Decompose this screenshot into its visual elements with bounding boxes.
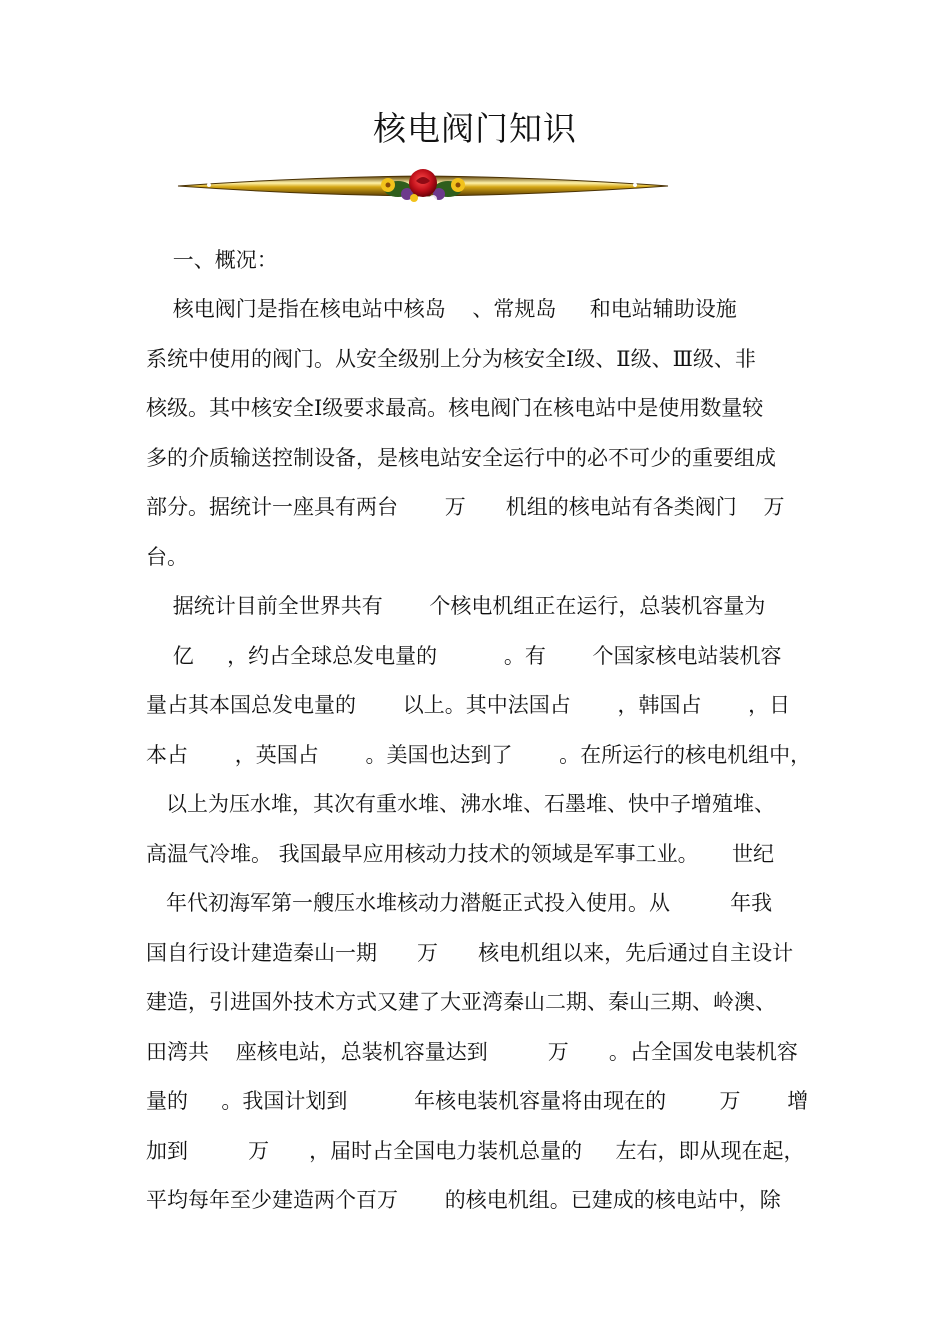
text-line: 部分。据统计一座具有两台 万 机组的核电站有各类阀门 万	[146, 495, 785, 519]
text-line: 系统中使用的阀门。从安全级别上分为核安全Ⅰ级、Ⅱ级、Ⅲ级、非	[146, 347, 756, 371]
text-line: 加到 万 ，届时占全国电力装机总量的 左右，即从现在起，	[146, 1139, 805, 1163]
text-line: 多的介质输送控制设备，是核电站安全运行中的必不可少的重要组成	[146, 446, 776, 470]
text-line: 一、概况：	[146, 248, 278, 272]
flower-bouquet-icon	[381, 169, 465, 203]
text-line: 量的 。我国计划到 年核电装机容量将由现在的 万 增	[146, 1089, 809, 1113]
text-line: 年代初海军第一艘压水堆核动力潜艇正式投入使用。从 年我	[146, 891, 773, 915]
text-line: 核电阀门是指在核电站中核岛 、常规岛 和电站辅助设施	[146, 297, 737, 321]
text-line: 国自行设计建造秦山一期 万 核电机组以来，先后通过自主设计	[146, 941, 794, 965]
text-line: 平均每年至少建造两个百万 的核电机组。已建成的核电站中，除	[146, 1188, 781, 1212]
text-line: 核级。其中核安全Ⅰ级要求最高。核电阀门在核电站中是使用数量较	[146, 396, 764, 420]
decorative-divider	[176, 163, 670, 209]
text-line: 建造，引进国外技术方式又建了大亚湾秦山二期、秦山三期、岭澳、	[146, 990, 776, 1014]
text-line: 田湾共 座核电站，总装机容量达到 万 。占全国发电装机容	[146, 1040, 798, 1064]
text-line: 据统计目前全世界共有 个核电机组正在运行，总装机容量为	[146, 594, 766, 618]
text-line: 本占 ，英国占 。美国也达到了 。在所运行的核电机组中，	[146, 743, 812, 767]
text-line: 量占其本国总发电量的 以上。其中法国占 ，韩国占 ，日	[146, 693, 791, 717]
text-line: 亿 ，约占全球总发电量的 。有 个国家核电站装机容	[146, 644, 782, 668]
text-line: 台。	[146, 545, 188, 569]
text-line: 高温气冷堆。 我国最早应用核动力技术的领域是军事工业。 世纪	[146, 842, 775, 866]
text-line: 以上为压水堆，其次有重水堆、沸水堆、石墨堆、快中子增殖堆、	[146, 792, 776, 816]
document-title: 核电阀门知识	[373, 109, 577, 148]
sparkle-right-icon	[633, 183, 637, 187]
sparkle-left-icon	[207, 183, 211, 187]
